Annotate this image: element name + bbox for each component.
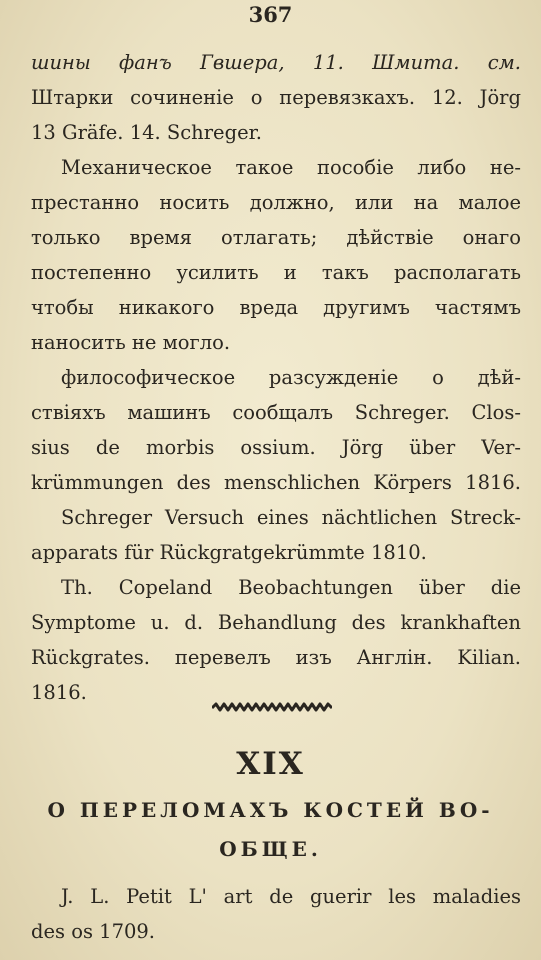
chapter-title-continued: ОБЩЕ. xyxy=(219,837,322,861)
text-line: sius de morbis ossium. Jörg über Ver- xyxy=(31,436,521,459)
chapter-title: О ПЕРЕЛОМАХЪ КОСТЕЙ ВО- xyxy=(47,798,494,822)
chapter-number: XIX xyxy=(236,746,305,782)
text-line: только время отлагать; дѣйствіе онаго xyxy=(31,226,521,249)
text-line: постепенно усилить и такъ располагать xyxy=(31,261,521,284)
text-line: ствіяхъ машинъ сообщалъ Schreger. Clos- xyxy=(31,401,521,424)
paragraph-first-line: J. L. Petit L' art de guerir les maladies xyxy=(61,885,521,908)
text-line: Rückgrates. перевелъ изъ Англін. Kilian. xyxy=(31,646,521,669)
text-line: Штарки сочиненіе о перевязкахъ. 12. Jörg xyxy=(31,86,521,109)
paragraph-first-line: Schreger Versuch eines nächtlichen Streck- xyxy=(61,506,521,529)
text-line: 13 Gräfe. 14. Schreger. xyxy=(31,121,263,144)
text-line: des os 1709. xyxy=(31,920,155,943)
text-line: 1816. xyxy=(31,681,87,704)
text-line: престанно носить должно, или на малое xyxy=(31,191,521,214)
text-line: шины фанъ Гвшера, 11. Шмита. см. xyxy=(31,51,521,74)
text-line: Symptome u. d. Behandlung des krankhaften xyxy=(31,611,521,634)
paragraph-first-line: Механическое такое пособіе либо не- xyxy=(61,156,521,179)
ornament-divider xyxy=(212,701,332,713)
text-line: apparats für Rückgratgekrümmte 1810. xyxy=(31,541,427,564)
text-line: чтобы никакого вреда другимъ частямъ xyxy=(31,296,521,319)
paragraph-first-line: Th. Copeland Beobachtungen über die xyxy=(61,576,521,599)
paragraph-first-line: философическое разсужденіе о дѣй- xyxy=(61,366,521,389)
text-line: наносить не могло. xyxy=(31,331,231,354)
text-line: krümmungen des menschlichen Körpers 1816. xyxy=(31,471,521,494)
page-number: 367 xyxy=(248,2,293,27)
